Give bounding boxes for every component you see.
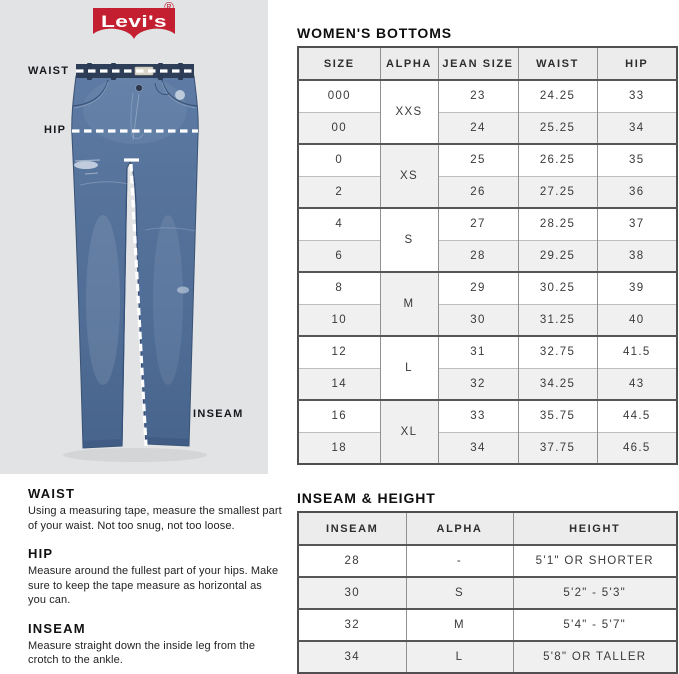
alpha-cell: XXS [380,80,438,144]
waist-cell: 26.25 [518,144,597,176]
distress-rip [74,161,98,169]
alpha-cell: L [406,641,513,673]
table-row [298,272,677,304]
inseam-height-table [297,511,678,674]
hip-cell: 41.5 [597,336,677,368]
size-cell: 000 [298,80,380,112]
hip-cell: 46.5 [597,432,677,464]
inseam-figure-label: INSEAM [193,408,244,420]
waist-cell: 27.25 [518,176,597,208]
size-cell: 16 [298,400,380,432]
waist-cell: 29.25 [518,240,597,272]
table-row [298,432,677,464]
table-row [298,80,677,112]
instruction-heading: HIP [28,546,54,562]
waist-cell: 37.75 [518,432,597,464]
height-cell: 5'4" - 5'7" [513,609,677,641]
table-row [298,208,677,240]
jean-size-cell: 30 [438,304,518,336]
instruction-text: Measure straight down the inside leg from the crotch to the ankle. [28,639,256,667]
bottoms-size-table [297,46,678,465]
table-row [298,144,677,176]
instruction-waist [28,486,282,533]
hip-cell: 34 [597,112,677,144]
height-cell: 5'8" OR TALLER [513,641,677,673]
alpha-cell: L [380,336,438,400]
jean-size-cell: 27 [438,208,518,240]
jean-size-cell: 25 [438,144,518,176]
header-row [298,512,677,545]
waist-cell: 28.25 [518,208,597,240]
header-row [298,47,677,80]
instruction-inseam [28,621,282,668]
waist-cell: 25.25 [518,112,597,144]
table-row [298,112,677,144]
jean-size-cell: 32 [438,368,518,400]
column-header: INSEAM [298,512,406,545]
size-group [298,208,677,272]
size-group [298,336,677,400]
wash-highlight [86,215,120,385]
size-group [298,80,677,144]
column-header: HIP [597,47,677,80]
table-row [298,304,677,336]
hip-cell: 35 [597,144,677,176]
alpha-cell: M [380,272,438,336]
table-row [298,577,677,609]
jean-size-cell: 23 [438,80,518,112]
inseam-cell: 34 [298,641,406,673]
size-group [298,272,677,336]
wash-highlight [83,76,187,144]
alpha-cell: XS [380,144,438,208]
jeans-figure-panel [0,0,268,474]
size-cell: 6 [298,240,380,272]
jean-size-cell: 26 [438,176,518,208]
measurement-instructions [28,486,282,674]
size-cell: 0 [298,144,380,176]
table-row [298,336,677,368]
alpha-cell: S [406,577,513,609]
column-header: WAIST [518,47,597,80]
jean-size-cell: 28 [438,240,518,272]
waist-cell: 30.25 [518,272,597,304]
size-group [298,400,677,464]
column-header: HEIGHT [513,512,677,545]
waist-cell: 31.25 [518,304,597,336]
height-cell: 5'2" - 5'3" [513,577,677,609]
jean-size-cell: 31 [438,336,518,368]
jean-size-cell: 33 [438,400,518,432]
column-header: ALPHA [380,47,438,80]
inseam-cell: 28 [298,545,406,577]
alpha-cell: XL [380,400,438,464]
instruction-heading: WAIST [28,486,76,501]
hip-cell: 38 [597,240,677,272]
size-cell: 4 [298,208,380,240]
hip-cell: 36 [597,176,677,208]
inseam-cell: 32 [298,609,406,641]
instruction-text: Using a measuring tape, measure the smallest part of your waist. Not too snug, not too loose. [28,505,282,532]
hip-cell: 43 [597,368,677,400]
levis-wordmark: Levi's [101,12,167,31]
waist-cell: 24.25 [518,80,597,112]
jean-size-cell: 29 [438,272,518,304]
table-row [298,368,677,400]
hip-cell: 44.5 [597,400,677,432]
table-row [298,240,677,272]
bottoms-table-title: WOMEN'S BOTTOMS [297,25,453,41]
jeans-button [136,85,143,92]
hip-cell: 39 [597,272,677,304]
wash-highlight [153,215,183,385]
size-cell: 10 [298,304,380,336]
column-header: SIZE [298,47,380,80]
hip-cell: 40 [597,304,677,336]
instruction-hip [28,546,282,608]
column-header: ALPHA [406,512,513,545]
size-cell: 00 [298,112,380,144]
jean-size-cell: 34 [438,432,518,464]
instruction-text: Measure around the fullest part of your hips. Make sure to keep the tape measure as horizontal as you can. [28,565,279,607]
table-row [298,609,677,641]
jeans-shadow [63,448,207,462]
alpha-cell: S [380,208,438,272]
size-cell: 18 [298,432,380,464]
size-group [298,144,677,208]
column-header: JEAN SIZE [438,47,518,80]
table-row [298,545,677,577]
size-cell: 8 [298,272,380,304]
table-row [298,400,677,432]
size-cell: 14 [298,368,380,400]
table-row [298,176,677,208]
waist-cell: 34.25 [518,368,597,400]
hip-figure-label: HIP [44,124,67,136]
alpha-cell: - [406,545,513,577]
inseam-cell: 30 [298,577,406,609]
alpha-cell: M [406,609,513,641]
table-row [298,641,677,673]
waist-cell: 35.75 [518,400,597,432]
hip-cell: 37 [597,208,677,240]
jean-size-cell: 24 [438,112,518,144]
size-cell: 2 [298,176,380,208]
distress-patch [177,287,189,294]
hip-cell: 33 [597,80,677,112]
distress-patch [175,90,185,100]
registered-trademark-icon: ® [164,0,174,14]
waist-figure-label: WAIST [28,65,70,77]
instruction-heading: INSEAM [28,620,86,636]
inseam-table-title: INSEAM & HEIGHT [297,490,436,506]
waist-cell: 32.75 [518,336,597,368]
size-cell: 12 [298,336,380,368]
height-cell: 5'1" OR SHORTER [513,545,677,577]
